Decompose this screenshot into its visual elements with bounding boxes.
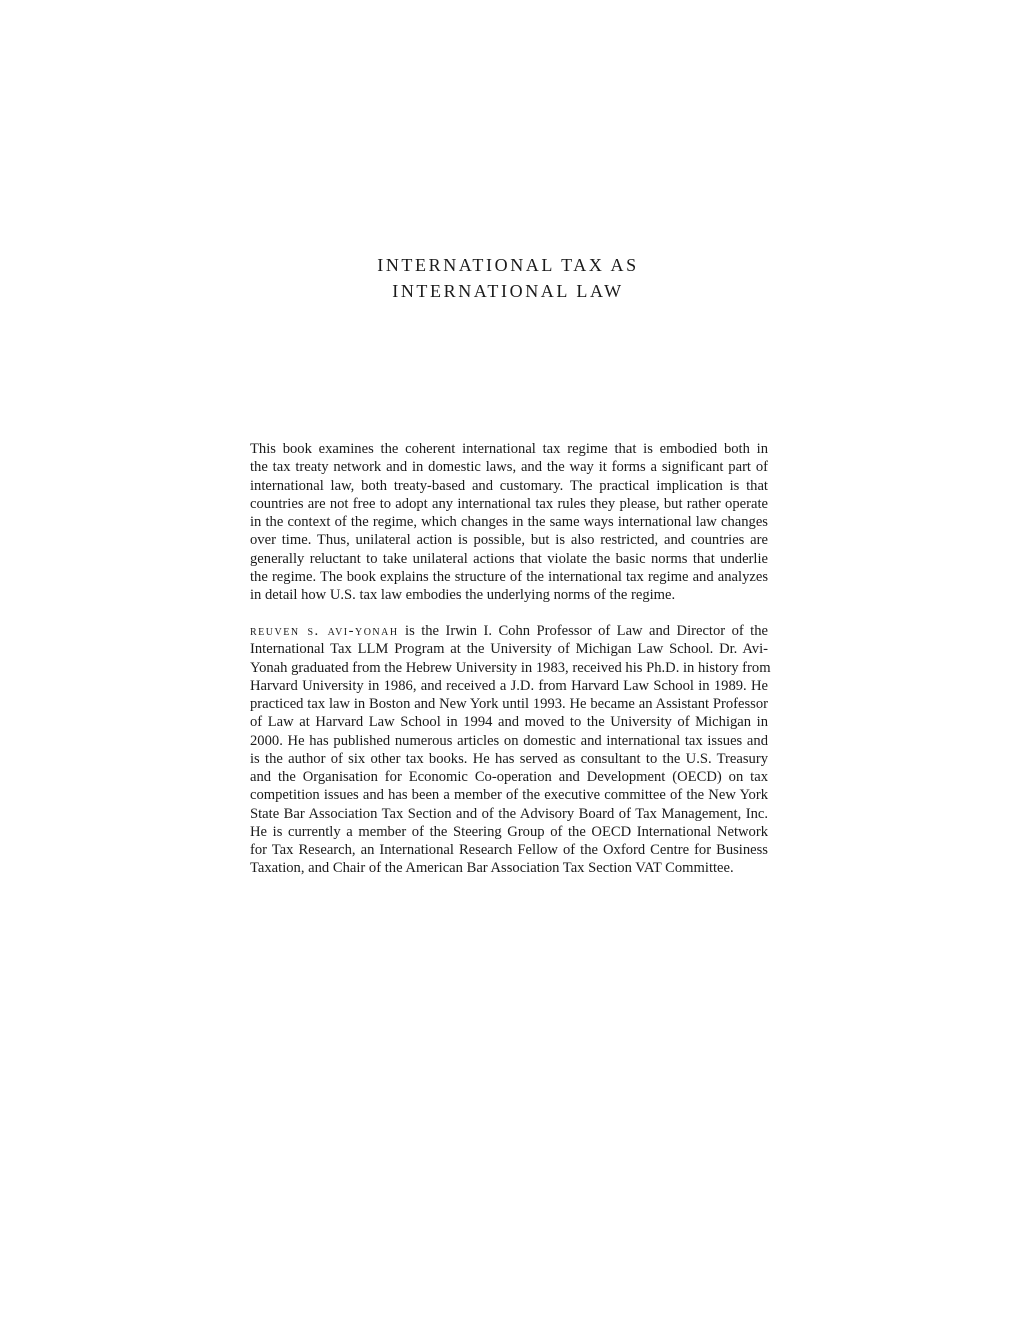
description-line: generally reluctant to take unilateral actions that violate the basic norms that underlie — [250, 550, 768, 567]
bio-line: practiced tax law in Boston and New York until 1993. He became an Assistant Professor — [250, 696, 768, 712]
bio-line: 2000. He has published numerous articles on domestic and international tax issues and — [250, 732, 768, 749]
description-line: This book examines the coherent international tax regime that is embodied both in — [250, 441, 768, 457]
description-line: countries are not free to adopt any international tax rules they please, but rather operate — [250, 495, 768, 512]
description-line: international law, both treaty-based and customary. The practical implication is that — [250, 477, 768, 494]
bio-line: is the author of six other tax books. He has served as consultant to the U.S. Treasury — [250, 750, 768, 767]
description-line: the regime. The book explains the structure of the international tax regime and analyzes — [250, 568, 768, 585]
bio-line: He is currently a member of the Steering Group of the OECD International Network — [250, 823, 768, 840]
book-title-line-1: INTERNATIONAL TAX AS — [377, 255, 639, 275]
bio-line: International Tax LLM Program at the University of Michigan Law School. Dr. Avi- — [250, 641, 768, 658]
description-line: over time. Thus, unilateral action is possible, but is also restricted, and countries are — [250, 532, 768, 549]
bio-line: State Bar Association Tax Section and of the Advisory Board of Tax Management, Inc. — [250, 805, 768, 822]
bio-line: Yonah graduated from the Hebrew University in 1983, received his Ph.D. in history from — [250, 659, 771, 676]
author-name: reuven s. avi-yonah — [250, 623, 399, 639]
description-line: in the context of the regime, which changes in the same ways international law changes — [250, 514, 768, 530]
bio-line: Harvard University in 1986, and received a J.D. from Harvard Law School in 1989. He — [250, 677, 768, 694]
book-title-line-2: INTERNATIONAL LAW — [392, 281, 624, 301]
bio-line: of Law at Harvard Law School in 1994 and moved to the University of Michigan in — [250, 714, 768, 731]
description-line: in detail how U.S. tax law embodies the underlying norms of the regime. — [250, 587, 676, 603]
bio-line — [250, 622, 768, 640]
bio-line: competition issues and has been a member of the executive committee of the New York — [250, 787, 768, 804]
bio-line: for Tax Research, an International Research Fellow of the Oxford Centre for Business — [250, 842, 768, 858]
book-description — [250, 440, 768, 604]
bio-line: Taxation, and Chair of the American Bar Association Tax Section VAT Committee. — [250, 860, 734, 877]
bio-line: and the Organisation for Economic Co-operation and Development (OECD) on tax — [250, 769, 768, 785]
author-bio — [250, 622, 771, 878]
description-line: the tax treaty network and in domestic laws, and the way it forms a significant part of — [250, 459, 768, 476]
bio-first-line-text: is the Irwin I. Cohn Professor of Law and Director of the — [398, 623, 768, 639]
